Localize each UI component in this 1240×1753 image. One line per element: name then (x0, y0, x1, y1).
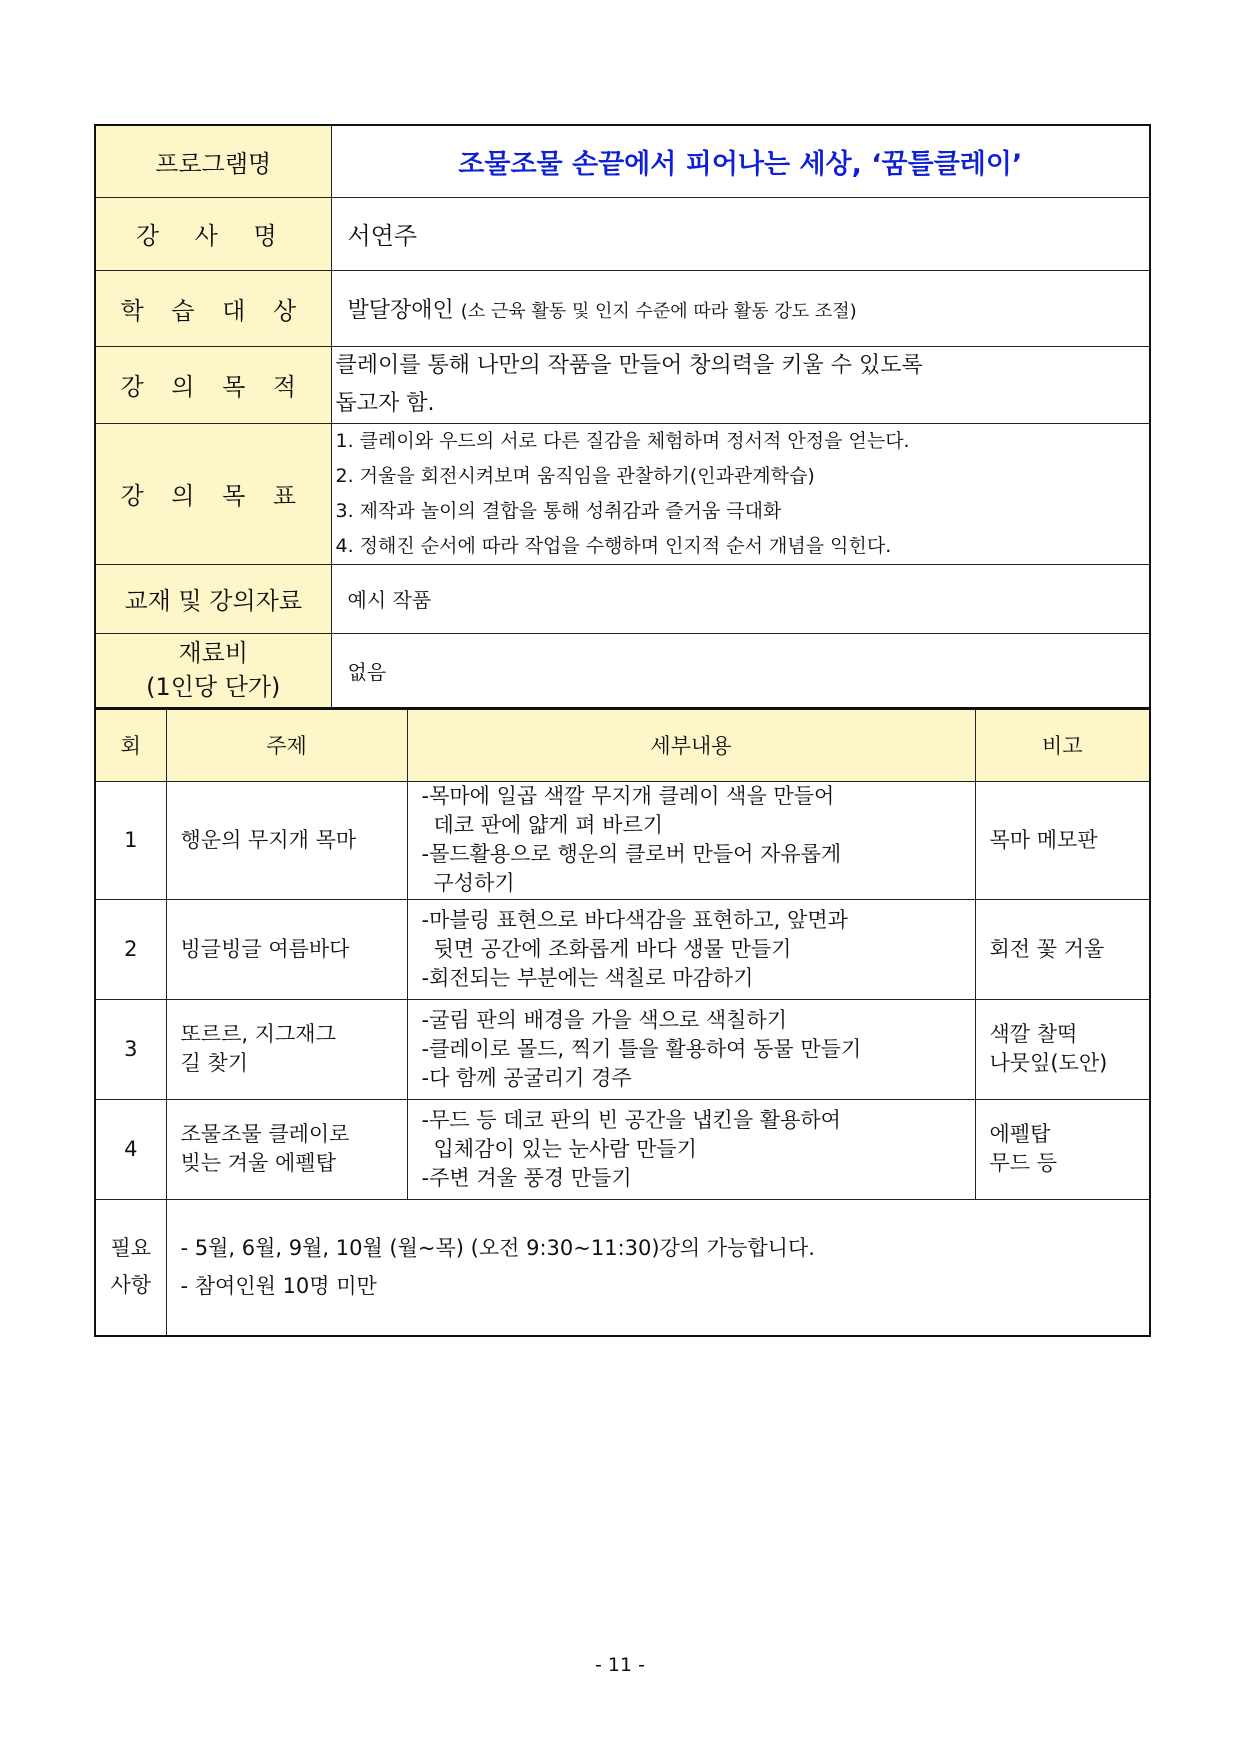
session-number: 3 (95, 999, 166, 1099)
purpose-line: 돕고자 함. (335, 390, 435, 416)
goals-cell (331, 423, 1150, 564)
program-info-table (94, 124, 1151, 709)
col-header-note: 비고 (975, 709, 1150, 781)
session-topic: 또르르, 지그재그 길 찾기 (166, 999, 407, 1099)
session-topic: 조물조물 클레이로 빚는 겨울 에펠탑 (166, 1099, 407, 1199)
session-detail: -목마에 일곱 색깔 무지개 클레이 색을 만들어 데코 판에 얇게 펴 바르기 -몰드활용으로 행운의 클로버 만들어 자유롭게 구성하기 (407, 781, 975, 899)
requirements-label: 필요 사항 (95, 1199, 166, 1336)
session-note: 회전 꽃 거울 (975, 899, 1150, 999)
purpose-cell (331, 346, 1150, 423)
session-number: 4 (95, 1099, 166, 1199)
purpose-line: 클레이를 통해 나만의 작품을 만들어 창의력을 키울 수 있도록 (335, 352, 923, 378)
materials-label: 교재 및 강의자료 (95, 564, 331, 633)
table-row (95, 781, 1150, 899)
session-note: 목마 메모판 (975, 781, 1150, 899)
session-detail: -무드 등 데코 판의 빈 공간을 냅킨을 활용하여 입체감이 있는 눈사람 만들기 -주변 겨울 풍경 만들기 (407, 1099, 975, 1199)
col-header-detail: 세부내용 (407, 709, 975, 781)
col-header-topic: 주제 (166, 709, 407, 781)
fee-value: 없음 (331, 633, 1150, 708)
requirements-content (166, 1199, 1150, 1336)
goals-label: 강 의 목 표 (95, 423, 331, 564)
session-note: 에펠탑 무드 등 (975, 1099, 1150, 1199)
materials-value: 예시 작품 (331, 564, 1150, 633)
target-value: 발달장애인 (347, 297, 454, 323)
fee-label: 재료비 (1인당 단가) (95, 633, 331, 708)
session-topic: 행운의 무지개 목마 (166, 781, 407, 899)
session-topic: 빙글빙글 여름바다 (166, 899, 407, 999)
col-header-no: 회 (95, 709, 166, 781)
requirement-item: - 참여인원 10명 미만 (180, 1274, 377, 1299)
session-note: 색깔 찰떡 나뭇잎(도안) (975, 999, 1150, 1099)
requirement-item: - 5월, 6월, 9월, 10월 (월~목) (오전 9:30~11:30)강의 가능합니다. (180, 1236, 815, 1261)
program-name-label: 프로그램명 (95, 125, 331, 197)
session-number: 1 (95, 781, 166, 899)
purpose-label: 강 의 목 적 (95, 346, 331, 423)
table-row (95, 899, 1150, 999)
target-note: (소 근육 활동 및 인지 수준에 따라 활동 강도 조절) (460, 300, 857, 322)
session-number: 2 (95, 899, 166, 999)
requirements-row (95, 1199, 1150, 1336)
instructor-label: 강 사 명 (95, 197, 331, 270)
session-detail: -마블링 표현으로 바다색감을 표현하고, 앞면과 뒷면 공간에 조화롭게 바다 생물 만들기 -회전되는 부분에는 색칠로 마감하기 (407, 899, 975, 999)
target-label: 학 습 대 상 (95, 270, 331, 346)
table-row (95, 999, 1150, 1099)
goal-item: 4. 정해진 순서에 따라 작업을 수행하며 인지적 순서 개념을 익힌다. (335, 534, 892, 557)
target-cell (331, 270, 1150, 346)
goal-item: 3. 제작과 놀이의 결합을 통해 성취감과 즐거움 극대화 (335, 499, 782, 522)
instructor-name: 서연주 (331, 197, 1150, 270)
schedule-table (94, 708, 1151, 1337)
session-detail: -굴림 판의 배경을 가을 색으로 색칠하기 -클레이로 몰드, 찍기 틀을 활용하여 동물 만들기 -다 함께 공굴리기 경주 (407, 999, 975, 1099)
program-title: 조물조물 손끝에서 피어나는 세상, ‘꿈틀클레이’ (331, 125, 1150, 197)
table-row (95, 1099, 1150, 1199)
program-sheet (94, 124, 1149, 1337)
page-number: - 11 - (595, 1654, 645, 1676)
goal-item: 1. 클레이와 우드의 서로 다른 질감을 체험하며 정서적 안정을 얻는다. (335, 429, 910, 452)
goal-item: 2. 거울을 회전시켜보며 움직임을 관찰하기(인과관계학습) (335, 464, 815, 487)
